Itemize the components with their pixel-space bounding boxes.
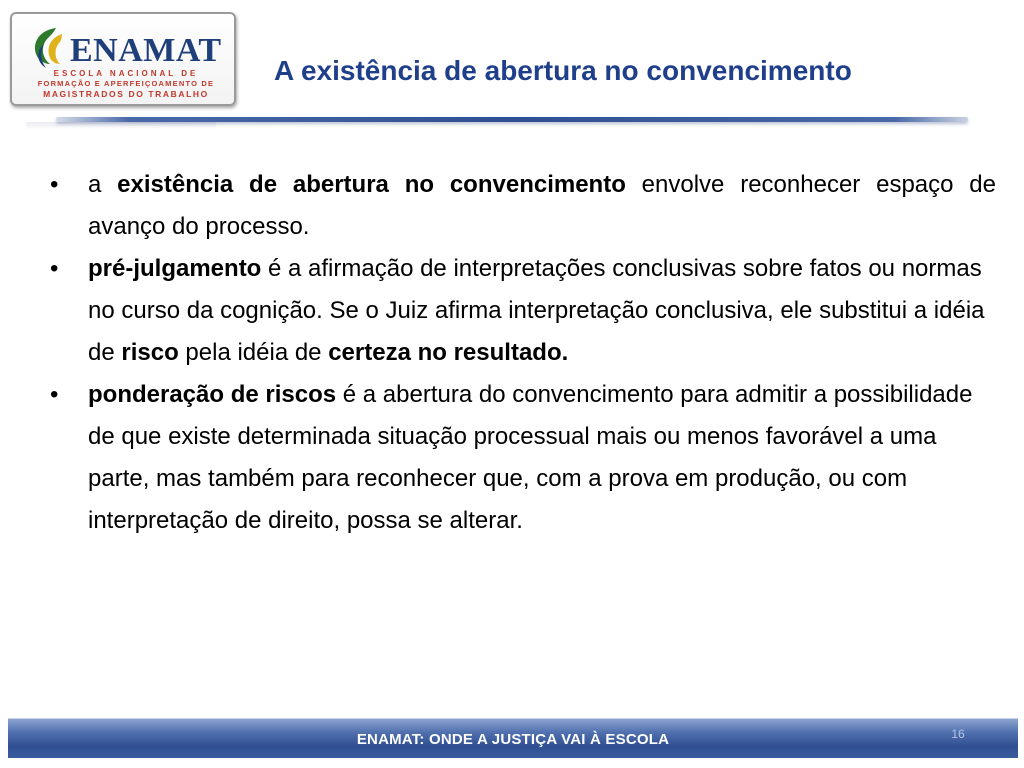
- logo-name: ENAMAT: [70, 32, 222, 69]
- slide-number: 16: [951, 727, 965, 741]
- logo-line-2: FORMAÇÃO E APERFEIÇOAMENTO DE: [37, 79, 215, 88]
- bullet-item-3: [50, 374, 996, 542]
- bullet-2-text-2: pela idéia de: [178, 339, 329, 366]
- bullet-1-prefix: a: [88, 171, 118, 198]
- bullet-2-text-1: é a afirmação de interpretações conclusivas sobre fatos ou normas no curso da cognição. Se o Juiz afirma interpretação conclusiva, ele substitui a idéia de: [88, 255, 985, 366]
- footer-slogan: ENAMAT: ONDE A JUSTIÇA VAI À ESCOLA: [356, 731, 670, 748]
- bullet-marker: •: [50, 171, 59, 198]
- enamat-logo: [10, 12, 236, 106]
- logo-line-3: MAGISTRADOS DO TRABALHO: [43, 89, 209, 99]
- footer-bar: [8, 718, 1018, 758]
- slide-content: [50, 164, 996, 542]
- bullet-marker: •: [50, 381, 59, 408]
- bullet-1-term: existência de abertura no convencimento: [117, 171, 626, 198]
- slide-title: A existência de abertura no convencimento: [274, 55, 852, 86]
- bullet-2-certainty: certeza no resultado.: [328, 339, 569, 366]
- bullet-3-text: é a abertura do convencimento para admitir a possibilidade de que existe determinada situação processual mais ou menos favorável a uma parte, mas também para reconhecer que, com a prova em produção, ou com interpretação de direito, possa se alterar.: [88, 381, 973, 534]
- logo-line-1: ESCOLA NACIONAL DE: [53, 69, 199, 78]
- bullet-marker: •: [50, 255, 59, 282]
- bullet-2-term: pré-julgamento: [88, 255, 262, 282]
- logo-swoosh-icon: [26, 24, 70, 70]
- bullet-3-term: ponderação de riscos: [88, 381, 337, 408]
- bullet-1-text: envolve reconhecer espaço de avanço do processo.: [88, 171, 996, 240]
- logo-reflection: [26, 122, 216, 130]
- bullet-item-1: [50, 164, 996, 248]
- title-divider: [56, 117, 968, 122]
- bullet-2-risk: risco: [121, 339, 179, 366]
- bullet-item-2: [50, 248, 996, 374]
- bullet-list: [50, 164, 996, 542]
